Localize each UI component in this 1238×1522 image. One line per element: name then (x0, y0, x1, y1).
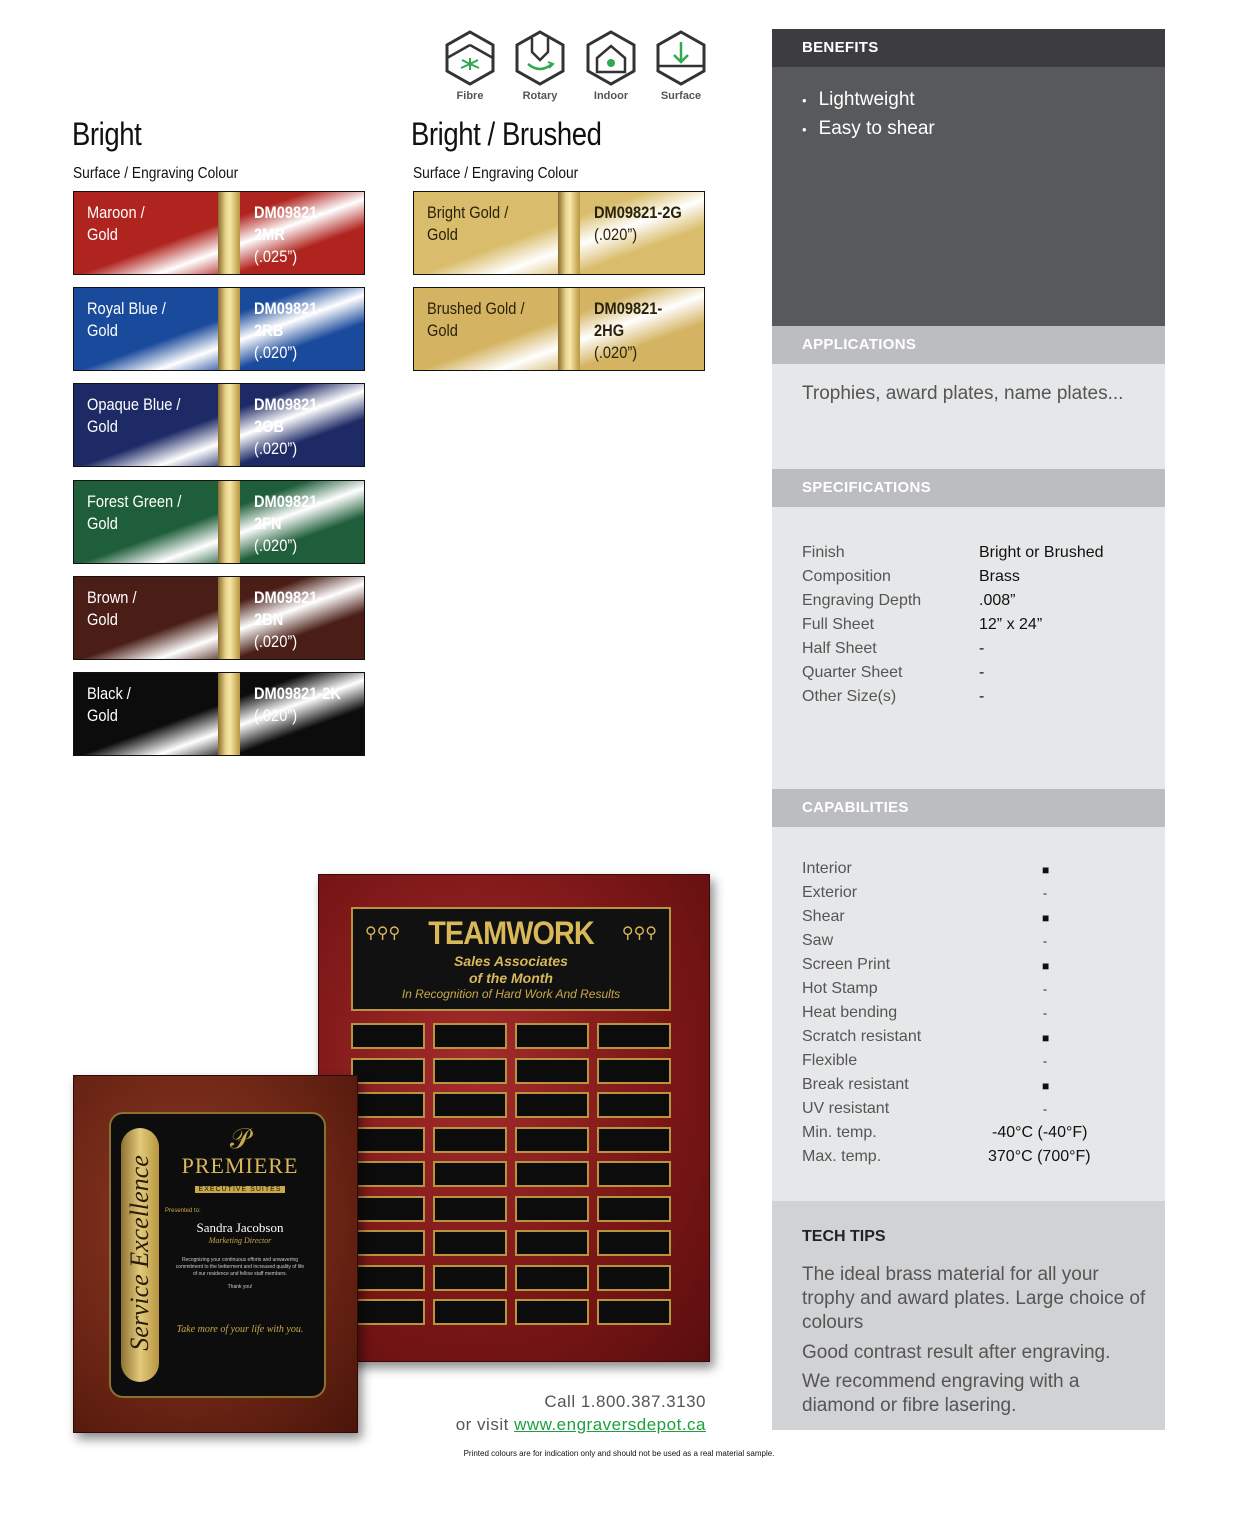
name-plate-slot (515, 1092, 589, 1118)
swatch-royal-blue (73, 287, 365, 371)
visit-prefix: or visit (455, 1415, 515, 1434)
spec-value: 12” x 24” (979, 616, 1043, 633)
name-plate-slot (515, 1023, 589, 1049)
icon-label-rotary: Rotary (522, 90, 558, 102)
premiere-plaque (73, 1075, 358, 1433)
name-plate-slot (433, 1299, 507, 1325)
indoor-icon (585, 30, 637, 86)
cap-label: Max. temp. (802, 1148, 882, 1165)
name-plate-slot (433, 1023, 507, 1049)
recipient-name: Sandra Jacobson (196, 1220, 284, 1235)
cap-value: ■ (1042, 1079, 1050, 1093)
spec-value: Bright or Brushed (979, 544, 1104, 561)
swatch-code: DM09821-2MR (.025”) (254, 203, 323, 266)
premiere-content (165, 1126, 315, 1335)
brushed-title: Bright / Brushed (411, 116, 602, 152)
gold-band (218, 673, 240, 755)
icon-label-indoor: Indoor (593, 90, 629, 102)
name-plate-slot (515, 1196, 589, 1222)
cap-value: 370°C (700°F) (988, 1148, 1091, 1165)
name-plate-slot (433, 1196, 507, 1222)
cap-value: ■ (1042, 911, 1050, 925)
tagline-text: Take more of your life with you. (176, 1324, 304, 1335)
name-plate-slot (515, 1058, 589, 1084)
teamwork-header-plate (351, 907, 671, 1011)
fibre-item (440, 30, 500, 102)
cap-label: Shear (802, 908, 845, 925)
spec-value: Brass (979, 568, 1020, 585)
swatch-name: Black / Gold (87, 684, 131, 725)
premiere-brand-sub: EXECUTIVE SUITES (195, 1186, 286, 1193)
swatch-brushed-gold (413, 287, 705, 371)
cap-value: -40°C (-40°F) (992, 1124, 1088, 1141)
spec-label: Composition (802, 568, 891, 585)
name-plate-slot (597, 1230, 671, 1256)
teamwork-title: TEAMWORK (428, 915, 594, 951)
name-plate-slot (515, 1265, 589, 1291)
tech-tip-paragraph: Good contrast result after engraving. (802, 1342, 1111, 1363)
spec-label: Full Sheet (802, 616, 875, 633)
surface-icon (655, 30, 707, 86)
swatch-name: Bright Gold / Gold (427, 203, 509, 244)
gold-band (218, 288, 240, 370)
recipient-role: Marketing Director (208, 1236, 272, 1245)
swatch-maroon (73, 191, 365, 275)
swatch-brown (73, 576, 365, 660)
cap-value: - (1043, 1054, 1047, 1068)
spec-value: .008” (979, 592, 1016, 609)
swatch-code: DM09821-2BN (.020”) (254, 588, 323, 651)
rowers-right-icon: ⚲⚲⚲ (621, 925, 657, 942)
name-plate-slot (515, 1161, 589, 1187)
visit-line (400, 1415, 706, 1435)
cap-label: Hot Stamp (802, 980, 878, 997)
premiere-brand: PREMIERE (181, 1153, 299, 1178)
swatch-black (73, 672, 365, 756)
name-plate-slot (351, 1161, 425, 1187)
gold-band (218, 192, 240, 274)
teamwork-line3: In Recognition of Hard Work And Results (401, 987, 621, 1001)
name-plate-slot (351, 1127, 425, 1153)
applications-text: Trophies, award plates, name plates... (802, 383, 1124, 404)
name-plate-slot (433, 1230, 507, 1256)
swatch-code: DM09821-2RB (.020”) (254, 299, 323, 362)
capabilities-heading: CAPABILITIES (772, 789, 1165, 827)
bright-subtitle: Surface / Engraving Colour (73, 165, 239, 182)
name-plate-slot (351, 1023, 425, 1049)
name-plate-slot (597, 1058, 671, 1084)
cap-label: Min. temp. (802, 1124, 877, 1141)
name-plate-slot (597, 1127, 671, 1153)
gold-side-strip (121, 1128, 159, 1382)
swatch-name: Brown / Gold (87, 588, 137, 629)
gold-band (558, 288, 580, 370)
cap-label: Scratch resistant (802, 1028, 922, 1045)
cap-value: - (1043, 934, 1047, 948)
swatch-code: DM09821-2FN (.020”) (254, 492, 323, 555)
spec-label: Finish (802, 544, 845, 561)
teamwork-line1: Sales Associates (454, 953, 568, 969)
name-plate-slot (351, 1230, 425, 1256)
name-plate-slot (515, 1230, 589, 1256)
applications-heading: APPLICATIONS (772, 326, 1165, 364)
tech-tips-body (802, 1263, 1147, 1418)
cap-label: Break resistant (802, 1076, 909, 1093)
cap-label: Exterior (802, 884, 858, 901)
swatch-bright-gold (413, 191, 705, 275)
swatch-code: DM09821-2K (.020”) (254, 684, 341, 725)
tech-tips-panel (772, 1201, 1165, 1430)
benefits-list (802, 86, 935, 144)
indoor-item (581, 30, 641, 102)
cap-label: Screen Print (802, 956, 891, 973)
cap-label: Interior (802, 860, 852, 877)
name-plate-slot (351, 1092, 425, 1118)
icon-label-fibre: Fibre (456, 90, 484, 102)
name-plate-slot (597, 1196, 671, 1222)
name-plate-slot (597, 1023, 671, 1049)
benefits-panel (772, 29, 1165, 326)
swatch-name: Royal Blue / Gold (87, 299, 166, 340)
swatch-name: Brushed Gold / Gold (427, 299, 525, 340)
premiere-logo-icon: 𝒫 (229, 1124, 251, 1155)
gold-band (218, 384, 240, 466)
benefits-heading: BENEFITS (772, 29, 1165, 67)
capabilities-panel (772, 789, 1165, 1201)
thanks-text: Thank you! (227, 1284, 253, 1290)
rotary-item (510, 30, 570, 102)
spec-label: Other Size(s) (802, 688, 897, 705)
name-plate-slot (433, 1127, 507, 1153)
recognition-text: Recognizing your continuous efforts and unwavering commitment to the betterment and increased quality of life of our residence and fellow staff members. (175, 1257, 305, 1277)
presented-to: Presented to: (165, 1208, 201, 1214)
swatch-code: DM09821-2G (.020”) (594, 203, 682, 244)
rowers-left-icon: ⚲⚲⚲ (365, 925, 401, 942)
cap-label: Heat bending (802, 1004, 898, 1021)
cap-value: - (1043, 1006, 1047, 1020)
name-plate-slot (597, 1299, 671, 1325)
swatch-forest-green (73, 480, 365, 564)
spec-value: - (979, 688, 985, 705)
rotary-engraving-icon (514, 30, 566, 86)
name-plate-slot (597, 1265, 671, 1291)
name-plate-slot (515, 1127, 589, 1153)
swatch-opaque-blue (73, 383, 365, 467)
gold-band (218, 481, 240, 563)
name-plate-slot (351, 1265, 425, 1291)
service-excellence-text: Service Excellence (125, 1155, 154, 1351)
website-link[interactable]: www.engraversdepot.ca (514, 1415, 706, 1434)
gold-band (558, 192, 580, 274)
swatch-code: DM09821-2OB (.020”) (254, 395, 323, 458)
cap-label: Flexible (802, 1052, 858, 1069)
cap-value: - (1043, 982, 1047, 996)
benefit-item: • Easy to shear (802, 118, 935, 139)
cap-label: UV resistant (802, 1100, 890, 1117)
spec-label: Engraving Depth (802, 592, 922, 609)
brushed-subtitle: Surface / Engraving Colour (413, 165, 579, 182)
specifications-panel (772, 469, 1165, 789)
spec-label: Quarter Sheet (802, 664, 903, 681)
spec-label: Half Sheet (802, 640, 877, 657)
disclaimer: Printed colours are for indication only and should not be used as a real material sample. (463, 1449, 775, 1458)
cap-value: ■ (1042, 863, 1050, 877)
name-plate-slot (515, 1299, 589, 1325)
name-plate-slot (351, 1196, 425, 1222)
name-plate-slot (433, 1161, 507, 1187)
bright-title: Bright (72, 116, 142, 152)
name-plate-grid (351, 1023, 673, 1333)
name-plate-slot (433, 1092, 507, 1118)
swatch-code: DM09821-2HG (.020”) (594, 299, 663, 362)
benefit-item: • Lightweight (802, 89, 915, 110)
tech-tips-heading: TECH TIPS (802, 1228, 886, 1245)
teamwork-line2: of the Month (469, 970, 553, 986)
swatch-name: Opaque Blue / Gold (87, 395, 181, 436)
name-plate-slot (433, 1058, 507, 1084)
cap-value: - (1043, 886, 1047, 900)
name-plate-slot (351, 1058, 425, 1084)
specifications-heading: SPECIFICATIONS (772, 469, 1165, 507)
call-text: Call 1.800.387.3130 (544, 1392, 706, 1411)
teamwork-plaque (318, 874, 710, 1362)
spec-value: - (979, 664, 985, 681)
gold-band (218, 577, 240, 659)
spec-value: - (979, 640, 985, 657)
swatch-name: Forest Green / Gold (87, 492, 182, 533)
swatch-name: Maroon / Gold (87, 203, 145, 244)
name-plate-slot (433, 1265, 507, 1291)
surface-item (651, 30, 711, 102)
name-plate-slot (597, 1161, 671, 1187)
fibre-laser-icon (444, 30, 496, 86)
premiere-plate (109, 1112, 326, 1398)
cap-value: ■ (1042, 959, 1050, 973)
cap-value: ■ (1042, 1031, 1050, 1045)
tech-tip-paragraph: The ideal brass material for all your trophy and award plates. Large choice of colours (802, 1264, 1146, 1333)
applications-panel (772, 326, 1165, 469)
name-plate-slot (597, 1092, 671, 1118)
cap-value: - (1043, 1102, 1047, 1116)
icon-label-surface: Surface (660, 90, 702, 102)
tech-tip-paragraph: We recommend engraving with a diamond or fibre lasering. (802, 1371, 1080, 1416)
cap-label: Saw (802, 932, 834, 949)
name-plate-slot (351, 1299, 425, 1325)
